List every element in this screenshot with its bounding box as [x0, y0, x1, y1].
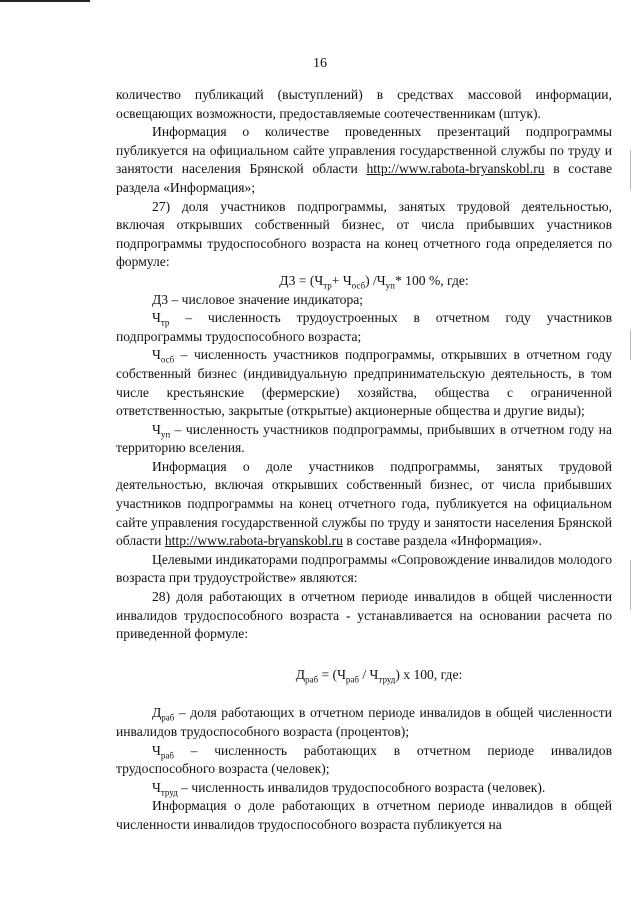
definition	[116, 346, 612, 420]
formula-sub: раб	[305, 674, 319, 685]
formula-sub: тр	[323, 280, 332, 291]
body-text	[116, 86, 612, 835]
definition: Д3 – числовое значение индикатора;	[152, 291, 364, 307]
formula-draby	[116, 666, 612, 685]
paragraph: количество публикаций (выступлений) в средствах массовой информации, освещающих возможности, предоставляемые соотечественникам (штук).	[116, 87, 612, 121]
definition-text: – численность трудоустроенных в отчетном году участников подпрограммы трудоспособного возраста;	[116, 310, 612, 344]
definition-text: – численность работающих в отчетном периоде инвалидов трудоспособного возраста (человек);	[116, 742, 612, 777]
formula-part: Д3 = (Ч	[279, 272, 324, 288]
formula-part: ) х 100, где:	[395, 666, 463, 682]
definition	[116, 742, 612, 779]
scan-edge-mark	[630, 330, 631, 360]
symbol-sub: осб	[160, 355, 175, 366]
symbol: Ч	[152, 421, 161, 437]
scan-edge-mark	[630, 560, 631, 610]
symbol: Ч	[152, 742, 161, 758]
paragraph	[116, 123, 612, 197]
formula-part: / Ч	[358, 666, 379, 682]
definition-text: – численность инвалидов трудоспособного возраста (человек).	[177, 779, 546, 795]
symbol-sub: тр	[160, 317, 170, 328]
formula-sub: раб	[345, 674, 359, 685]
definition	[116, 421, 612, 458]
formula-d3	[116, 272, 612, 291]
page-number: 16	[313, 56, 327, 71]
paragraph: Информация о доле работающих в отчетном периоде инвалидов в общей численности инвалидов трудоспособного возраста публикуется на	[116, 798, 612, 832]
definition	[116, 309, 612, 346]
symbol: Ч	[152, 779, 161, 795]
symbol: Д	[152, 705, 162, 721]
paragraph-text: Информация о количестве проведенных презентаций подпрограммы публикуется на официальном сайте управления государственной службы по труду и занятости населения Брянской области	[116, 124, 612, 177]
formula-sub: уп	[385, 280, 395, 291]
paragraph-text: в составе раздела «Информация».	[342, 533, 542, 549]
website-link[interactable]: http://www.rabota-bryanskobl.ru	[366, 161, 545, 177]
formula-sub: осб	[351, 280, 366, 291]
definition-text: – численность участников подпрограммы, прибывших в отчетном году на территорию вселения.	[116, 421, 612, 456]
paragraph-text: Информация о доле участников подпрограммы, занятых трудовой деятельностью, включая открывших собственный бизнес, от числа прибывших участников подпрограммы на конец отчетного года, публикуется на официальном сайте управления государственной службы по труду и занятости населения Брянской области	[116, 458, 612, 549]
symbol-sub: раб	[161, 713, 175, 724]
symbol-sub: раб	[160, 750, 174, 761]
scan-edge-mark	[630, 150, 631, 190]
definition-text: – численность участников подпрограммы, открывших в отчетном году собственный бизнес (индивидуальную предпринимательскую деятельность, в том числе крестьянские (фермерские) хозяйства, общества с ограниченной ответственностью, закрытые (открытые) акционерные общества и другие виды);	[116, 347, 612, 419]
formula-part: Д	[295, 666, 305, 682]
symbol: Ч	[152, 310, 161, 326]
symbol-sub: уп	[160, 429, 171, 440]
symbol: Ч	[152, 347, 161, 363]
formula-part: + Ч	[331, 272, 352, 288]
formula-part: * 100 %, где:	[394, 272, 469, 288]
formula-part: = (Ч	[318, 666, 346, 682]
paragraph: 28) доля работающих в отчетном периоде инвалидов в общей численности инвалидов трудоспособного возраста - устанавливается на основании расчета по приведенной формуле:	[116, 589, 612, 642]
paragraph	[116, 458, 612, 551]
formula-part: ) /Ч	[365, 272, 386, 288]
paragraph: Целевыми индикаторами подпрограммы «Сопровождение инвалидов молодого возраста при трудоустройстве» являются:	[116, 551, 612, 586]
definition	[116, 779, 612, 798]
definition-text: – доля работающих в отчетном периоде инвалидов в общей численности инвалидов трудоспособного возраста (процентов);	[116, 705, 612, 739]
symbol-sub: труд	[160, 787, 178, 798]
top-rule	[0, 0, 90, 2]
formula-sub: труд	[378, 674, 396, 685]
paragraph-text: в составе раздела «Информация»;	[116, 161, 612, 195]
website-link[interactable]: http://www.rabota-bryanskobl.ru	[164, 533, 343, 549]
definition	[116, 704, 612, 741]
paragraph: 27) доля участников подпрограммы, занятых трудовой деятельностью, включая открывших собственный бизнес, от числа прибывших участников подпрограммы трудоспособного возраста на конец отчетного года определяется по формуле:	[116, 198, 612, 270]
